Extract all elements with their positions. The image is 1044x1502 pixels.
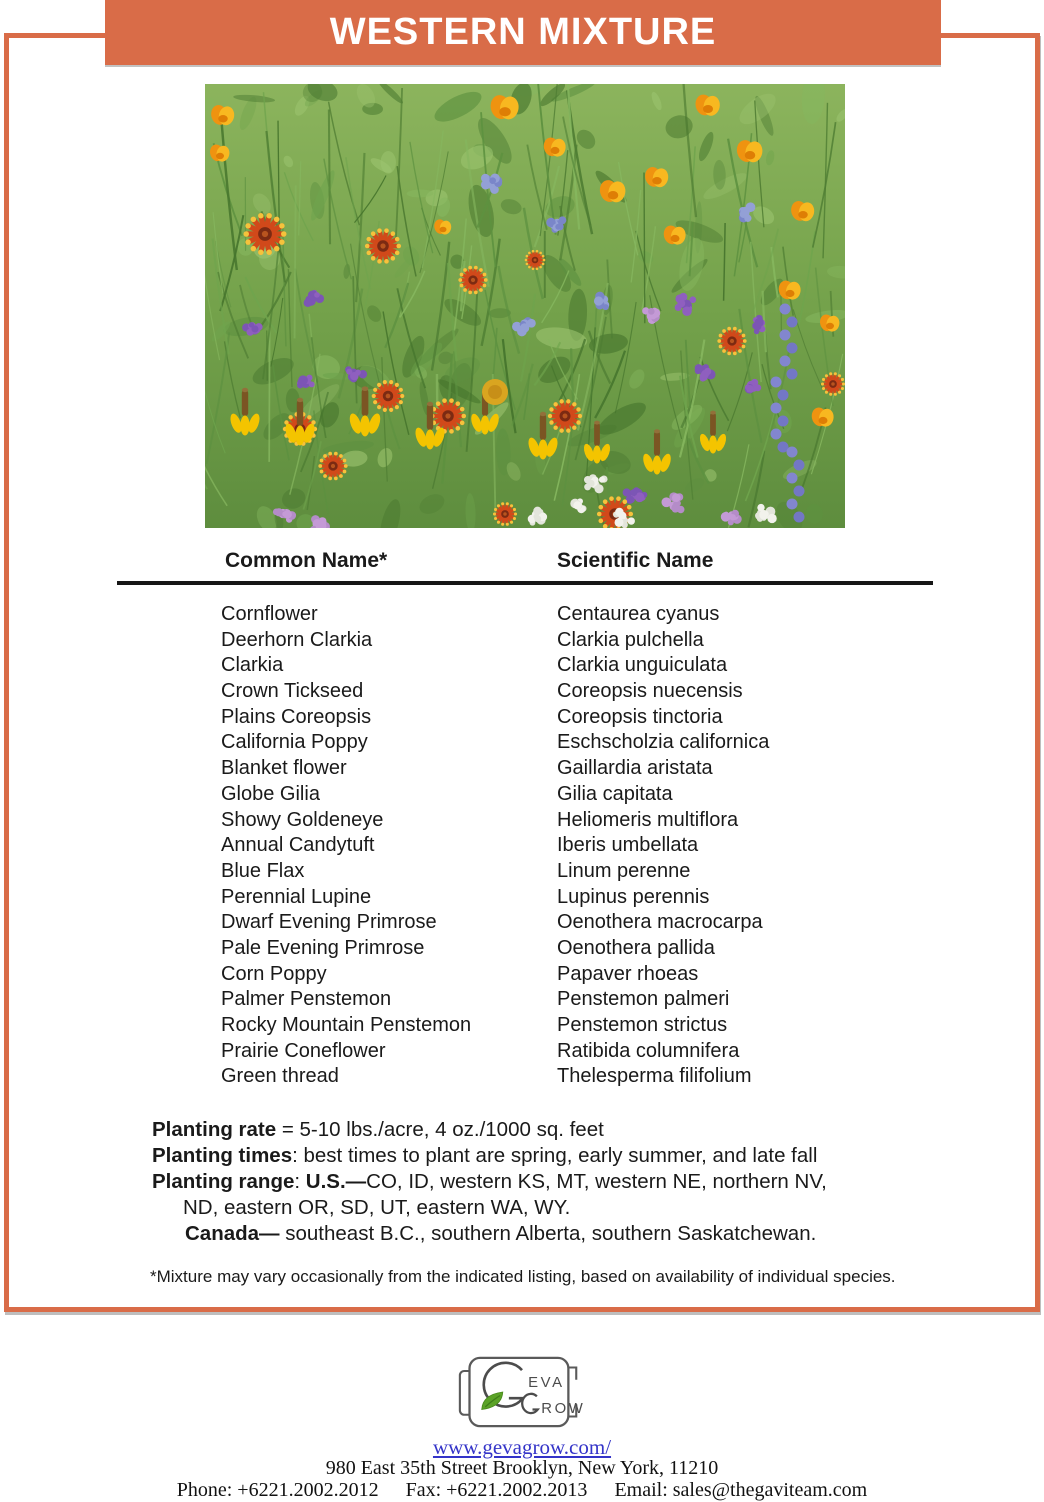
common-name-cell: Green thread	[221, 1064, 339, 1090]
planting-range-us-value: CO, ID, western KS, MT, western NE, northern NV,	[366, 1170, 827, 1193]
common-name-cell: Prairie Coneflower	[221, 1039, 386, 1065]
common-name-cell: Pale Evening Primrose	[221, 936, 424, 962]
scientific-name-cell: Papaver rhoeas	[557, 962, 698, 988]
scientific-name-cell: Penstemon strictus	[557, 1013, 727, 1039]
scientific-name-cell: Coreopsis nuecensis	[557, 679, 743, 705]
title-banner	[105, 0, 941, 65]
planting-times-label: Planting times	[152, 1144, 292, 1167]
scientific-name-cell: Gaillardia aristata	[557, 756, 713, 782]
common-name-cell: California Poppy	[221, 730, 368, 756]
table-divider-line	[117, 581, 933, 585]
common-name-cell: Plains Coreopsis	[221, 705, 371, 731]
contact-line	[0, 1479, 1044, 1502]
planting-times-value: : best times to plant are spring, early summer, and late fall	[292, 1144, 817, 1167]
species-row	[0, 936, 1044, 962]
species-row	[0, 705, 1044, 731]
column-header-common: Common Name*	[225, 549, 387, 573]
email-value: Email: sales@thegaviteam.com	[614, 1479, 867, 1501]
scientific-name-cell: Heliomeris multiflora	[557, 808, 738, 834]
logo-text-row: ROW	[541, 1401, 585, 1417]
scientific-name-cell: Centaurea cyanus	[557, 602, 719, 628]
phone-value: Phone: +6221.2002.2012	[177, 1479, 379, 1501]
fax-value: Fax: +6221.2002.2013	[406, 1479, 588, 1501]
scientific-name-cell: Ratibida columnifera	[557, 1039, 739, 1065]
disclaimer-note: *Mixture may vary occasionally from the indicated listing, based on availability of individual species.	[150, 1267, 930, 1287]
species-row	[0, 987, 1044, 1013]
scientific-name-cell: Oenothera pallida	[557, 936, 715, 962]
address-line: 980 East 35th Street Brooklyn, New York, 11210	[0, 1457, 1044, 1480]
planting-range-canada-value: southeast B.C., southern Alberta, southern Saskatchewan.	[280, 1222, 817, 1245]
website-link[interactable]: www.gevagrow.com/	[0, 1435, 1044, 1460]
planting-range-canada-label: Canada—	[185, 1222, 280, 1245]
species-row	[0, 602, 1044, 628]
species-row	[0, 962, 1044, 988]
common-name-cell: Clarkia	[221, 653, 283, 679]
species-row	[0, 756, 1044, 782]
species-row	[0, 679, 1044, 705]
species-table	[0, 602, 1044, 1090]
common-name-cell: Blanket flower	[221, 756, 347, 782]
planting-times-line	[152, 1143, 962, 1169]
scientific-name-cell: Iberis umbellata	[557, 833, 698, 859]
common-name-cell: Rocky Mountain Penstemon	[221, 1013, 471, 1039]
common-name-cell: Deerhorn Clarkia	[221, 628, 372, 654]
species-row	[0, 1039, 1044, 1065]
planting-range-us-line2: ND, eastern OR, SD, UT, eastern WA, WY.	[152, 1195, 962, 1221]
common-name-cell: Blue Flax	[221, 859, 304, 885]
scientific-name-cell: Penstemon palmeri	[557, 987, 729, 1013]
species-row	[0, 859, 1044, 885]
planting-rate-line	[152, 1117, 962, 1143]
species-row	[0, 1013, 1044, 1039]
common-name-cell: Corn Poppy	[221, 962, 327, 988]
species-row	[0, 808, 1044, 834]
scientific-name-cell: Lupinus perennis	[557, 885, 709, 911]
scientific-name-cell: Gilia capitata	[557, 782, 673, 808]
logo-text-eva: EVA	[528, 1375, 565, 1391]
column-header-scientific: Scientific Name	[557, 549, 713, 573]
species-row	[0, 653, 1044, 679]
scientific-name-cell: Eschscholzia californica	[557, 730, 769, 756]
species-row	[0, 730, 1044, 756]
wildflower-meadow-photo	[205, 84, 845, 528]
common-name-cell: Crown Tickseed	[221, 679, 363, 705]
planting-info	[152, 1117, 962, 1247]
species-row	[0, 885, 1044, 911]
common-name-cell: Globe Gilia	[221, 782, 320, 808]
species-row	[0, 1064, 1044, 1090]
gevagrow-logo	[456, 1350, 588, 1434]
species-row	[0, 910, 1044, 936]
species-row	[0, 782, 1044, 808]
scientific-name-cell: Linum perenne	[557, 859, 690, 885]
logo-right-bracket-top	[568, 1368, 576, 1380]
scientific-name-cell: Oenothera macrocarpa	[557, 910, 763, 936]
common-name-cell: Perennial Lupine	[221, 885, 371, 911]
common-name-cell: Annual Candytuft	[221, 833, 374, 859]
scientific-name-cell: Coreopsis tinctoria	[557, 705, 723, 731]
planting-range-line: Planting range: U.S.—CO, ID, western KS, MT, western NE, northern NV,	[152, 1169, 962, 1195]
planting-range-canada-line	[152, 1221, 962, 1247]
common-name-cell: Cornflower	[221, 602, 318, 628]
scientific-name-cell: Clarkia pulchella	[557, 628, 704, 654]
common-name-cell: Palmer Penstemon	[221, 987, 391, 1013]
common-name-cell: Dwarf Evening Primrose	[221, 910, 437, 936]
common-name-cell: Showy Goldeneye	[221, 808, 383, 834]
planting-range-us-label: U.S.—	[306, 1170, 366, 1193]
scientific-name-cell: Clarkia unguiculata	[557, 653, 727, 679]
planting-rate-value: = 5-10 lbs./acre, 4 oz./1000 sq. feet	[276, 1118, 604, 1141]
planting-rate-label: Planting rate	[152, 1118, 276, 1141]
species-row	[0, 628, 1044, 654]
species-row	[0, 833, 1044, 859]
planting-range-label: Planting range	[152, 1170, 294, 1193]
page-title: WESTERN MIXTURE	[330, 11, 717, 54]
scientific-name-cell: Thelesperma filifolium	[557, 1064, 752, 1090]
